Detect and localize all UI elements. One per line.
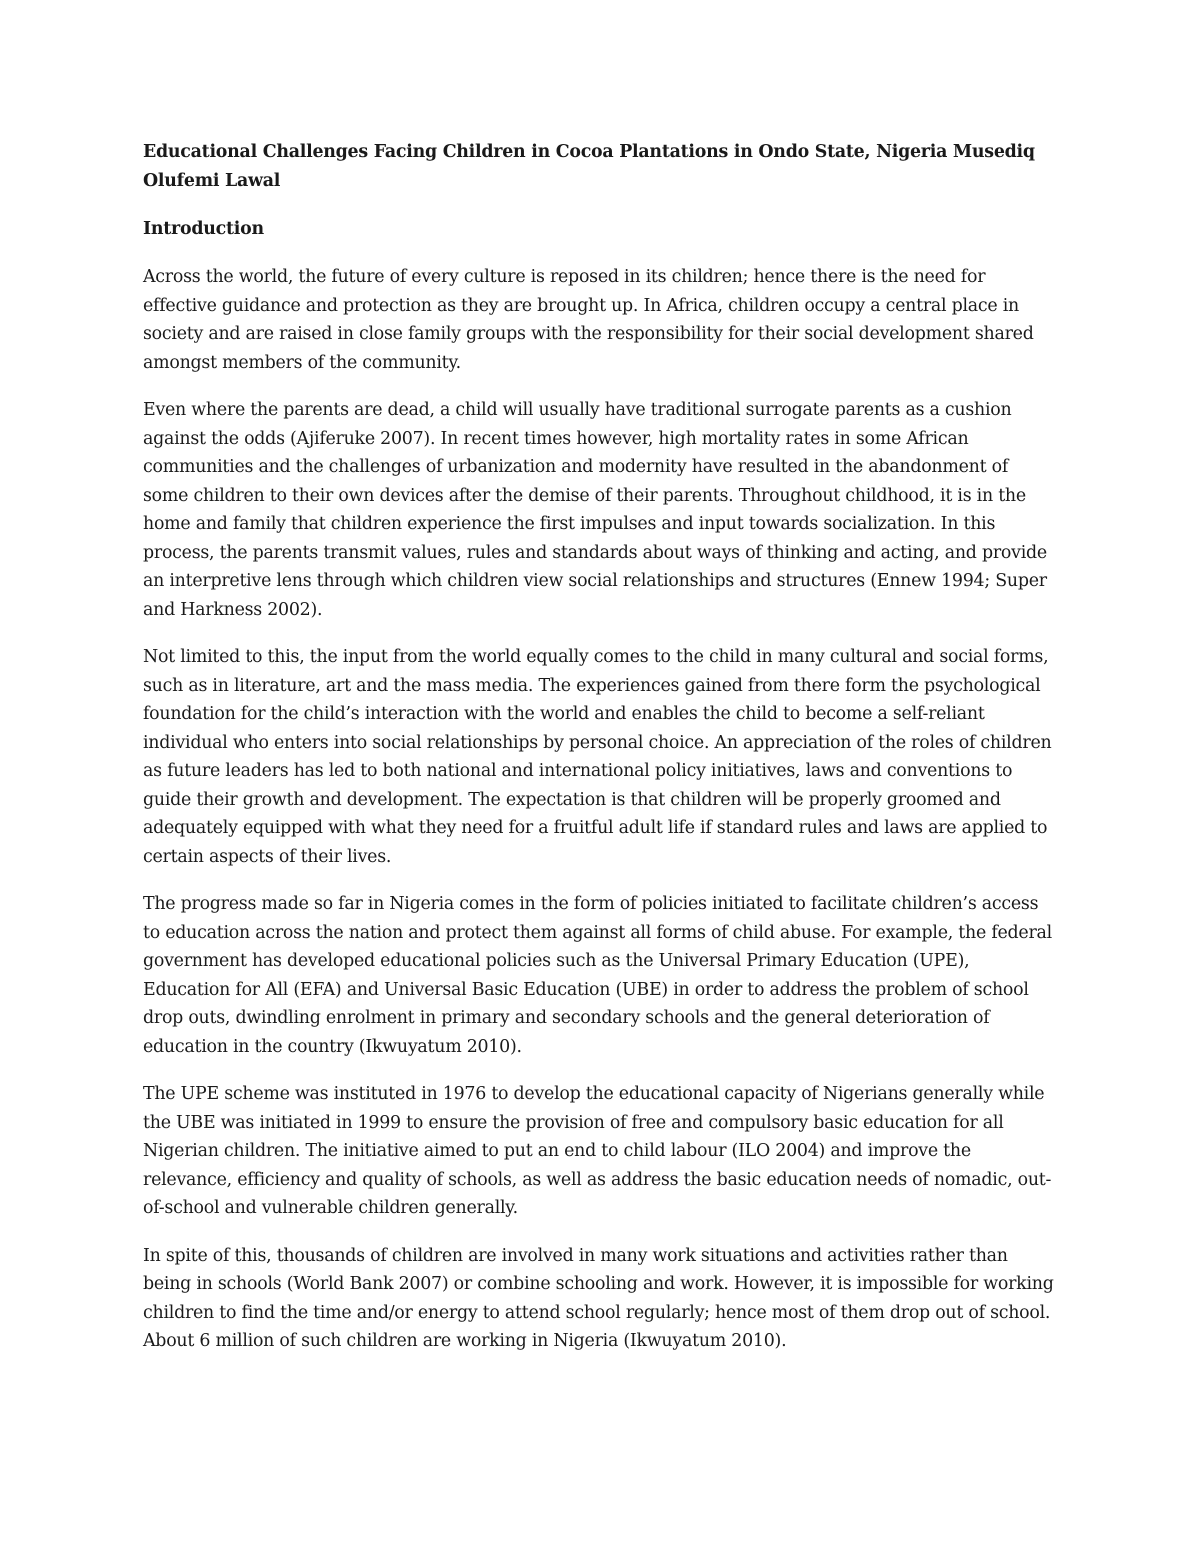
document-title: Educational Challenges Facing Children in Cocoa Plantations in Ondo State, Nigeria Musediq Olufemi Lawal bbox=[143, 142, 1035, 191]
paragraph-6: In spite of this, thousands of children are involved in many work situations and activities rather than being in schools (World Bank 2007) or combine schooling and work. However, it is impossible for working children to find the time and/or energy to attend school regularly; hence most of them drop out of school. About 6 million of such children are working in Nigeria (Ikwuyatum 2010). bbox=[143, 1245, 1054, 1351]
paragraph-5: The UPE scheme was instituted in 1976 to develop the educational capacity of Nigerians generally while the UBE was initiated in 1999 to ensure the provision of free and compulsory basic education for all Nigerian children. The initiative aimed to put an end to child labour (ILO 2004) and improve the relevance, efficiency and quality of schools, as well as address the basic education needs of nomadic, out-of-school and vulnerable children generally. bbox=[143, 1084, 1052, 1218]
paragraph-2: Even where the parents are dead, a child will usually have traditional surrogate parents as a cushion against the odds (Ajiferuke 2007). In recent times however, high mortality rates in some African communities and the challenges of urbanization and modernity have resulted in the abandonment of some children to their own devices after the demise of their parents. Throughout childhood, it is in the home and family that children experience the first impulses and input towards socialization. In this process, the parents transmit values, rules and standards about ways of thinking and acting, and provide an interpretive lens through which children view social relationships and structures (Ennew 1994; Super and Harkness 2002). bbox=[143, 400, 1047, 620]
paragraph-1: Across the world, the future of every culture is reposed in its children; hence there is the need for effective guidance and protection as they are brought up. In Africa, children occupy a central place in society and are raised in close family groups with the responsibility for their social development shared amongst members of the community. bbox=[143, 267, 1034, 373]
document-page bbox=[143, 138, 1058, 1375]
paragraph-4: The progress made so far in Nigeria comes in the form of policies initiated to facilitate children’s access to education across the nation and protect them against all forms of child abuse. For example, the federal government has developed educational policies such as the Universal Primary Education (UPE), Education for All (EFA) and Universal Basic Education (UBE) in order to address the problem of school drop outs, dwindling enrolment in primary and secondary schools and the general deterioration of education in the country (Ikwuyatum 2010). bbox=[143, 894, 1052, 1057]
paragraph-3: Not limited to this, the input from the world equally comes to the child in many cultural and social forms, such as in literature, art and the mass media. The experiences gained from there form the psychological foundation for the child’s interaction with the world and enables the child to become a self-reliant individual who enters into social relationships by personal choice. An appreciation of the roles of children as future leaders has led to both national and international policy initiatives, laws and conventions to guide their growth and development. The expectation is that children will be properly groomed and adequately equipped with what they need for a fruitful adult life if standard rules and laws are applied to certain aspects of their lives. bbox=[143, 647, 1052, 867]
section-heading: Introduction bbox=[143, 219, 264, 239]
